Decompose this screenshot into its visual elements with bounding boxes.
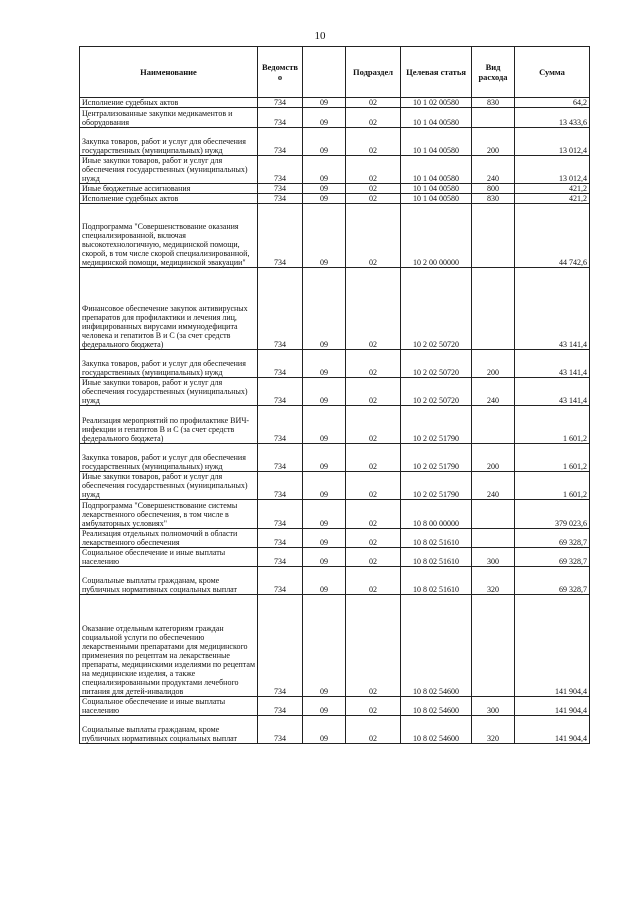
row-department: 734 bbox=[258, 268, 303, 350]
row-department: 734 bbox=[258, 204, 303, 268]
table-row bbox=[80, 406, 590, 444]
row-sum: 44 742,6 bbox=[515, 204, 590, 268]
row-department: 734 bbox=[258, 98, 303, 108]
row-name: Закупка товаров, работ и услуг для обеспечения государственных (муниципальных) нужд bbox=[80, 350, 258, 378]
budget-table bbox=[79, 46, 590, 744]
table-row bbox=[80, 194, 590, 204]
row-department: 734 bbox=[258, 716, 303, 744]
row-section: 09 bbox=[303, 567, 346, 595]
row-name: Реализация отдельных полномочий в области лекарственного обеспечения bbox=[80, 529, 258, 548]
row-sum: 1 601,2 bbox=[515, 444, 590, 472]
row-expense-type: 300 bbox=[472, 548, 515, 567]
row-target-article: 10 8 02 54600 bbox=[401, 697, 472, 716]
row-subsection: 02 bbox=[346, 128, 401, 156]
row-name: Оказание отдельным категориям граждан социальной услуги по обеспечению лекарственными препаратами для медицинского применения по рецептам на лекарственные препараты, медицинскими изделиями по рецептам на медицинские изделия, а также специализированными продуктами лечебного питания для детей-инвалидов bbox=[80, 595, 258, 697]
row-department: 734 bbox=[258, 472, 303, 500]
row-subsection: 02 bbox=[346, 108, 401, 128]
row-expense-type: 200 bbox=[472, 350, 515, 378]
row-subsection: 02 bbox=[346, 500, 401, 529]
row-subsection: 02 bbox=[346, 406, 401, 444]
row-name: Централизованные закупки медикаментов и оборудования bbox=[80, 108, 258, 128]
row-name: Социальное обеспечение и иные выплаты населению bbox=[80, 697, 258, 716]
row-section: 09 bbox=[303, 268, 346, 350]
row-sum: 379 023,6 bbox=[515, 500, 590, 529]
table-row bbox=[80, 567, 590, 595]
row-subsection: 02 bbox=[346, 98, 401, 108]
row-name: Исполнение судебных актов bbox=[80, 98, 258, 108]
table-row bbox=[80, 350, 590, 378]
row-sum: 141 904,4 bbox=[515, 595, 590, 697]
table-row bbox=[80, 268, 590, 350]
row-expense-type bbox=[472, 268, 515, 350]
row-sum: 69 328,7 bbox=[515, 529, 590, 548]
table-row bbox=[80, 697, 590, 716]
row-department: 734 bbox=[258, 108, 303, 128]
row-expense-type: 240 bbox=[472, 156, 515, 184]
row-department: 734 bbox=[258, 156, 303, 184]
row-section: 09 bbox=[303, 128, 346, 156]
row-department: 734 bbox=[258, 548, 303, 567]
table-row bbox=[80, 108, 590, 128]
row-target-article: 10 2 02 51790 bbox=[401, 406, 472, 444]
row-target-article: 10 8 02 54600 bbox=[401, 595, 472, 697]
row-section: 09 bbox=[303, 378, 346, 406]
row-department: 734 bbox=[258, 350, 303, 378]
row-subsection: 02 bbox=[346, 204, 401, 268]
row-name: Иные закупки товаров, работ и услуг для обеспечения государственных (муниципальных) нужд bbox=[80, 156, 258, 184]
row-section: 09 bbox=[303, 156, 346, 184]
row-expense-type: 240 bbox=[472, 378, 515, 406]
row-expense-type: 200 bbox=[472, 128, 515, 156]
row-target-article: 10 1 04 00580 bbox=[401, 156, 472, 184]
row-target-article: 10 1 04 00580 bbox=[401, 184, 472, 194]
row-target-article: 10 1 04 00580 bbox=[401, 194, 472, 204]
row-expense-type: 830 bbox=[472, 194, 515, 204]
table-row bbox=[80, 128, 590, 156]
row-department: 734 bbox=[258, 406, 303, 444]
row-department: 734 bbox=[258, 697, 303, 716]
row-target-article: 10 8 02 54600 bbox=[401, 716, 472, 744]
row-name: Социальное обеспечение и иные выплаты населению bbox=[80, 548, 258, 567]
row-sum: 13 012,4 bbox=[515, 156, 590, 184]
row-subsection: 02 bbox=[346, 595, 401, 697]
row-section: 09 bbox=[303, 204, 346, 268]
row-expense-type: 320 bbox=[472, 567, 515, 595]
table-row bbox=[80, 472, 590, 500]
row-name: Подпрограмма "Совершенствование оказания специализированной, включая высокотехнологичную, медицинской помощи, скорой, в том числе скорой специализированной, медицинской помощи, медицинской эвакуации" bbox=[80, 204, 258, 268]
row-section: 09 bbox=[303, 595, 346, 697]
row-section: 09 bbox=[303, 716, 346, 744]
table-row bbox=[80, 716, 590, 744]
row-department: 734 bbox=[258, 500, 303, 529]
row-target-article: 10 8 02 51610 bbox=[401, 548, 472, 567]
row-subsection: 02 bbox=[346, 184, 401, 194]
row-target-article: 10 8 00 00000 bbox=[401, 500, 472, 529]
table-row bbox=[80, 500, 590, 529]
row-sum: 1 601,2 bbox=[515, 472, 590, 500]
row-sum: 13 012,4 bbox=[515, 128, 590, 156]
page-number: 10 bbox=[314, 30, 326, 42]
row-name: Исполнение судебных актов bbox=[80, 194, 258, 204]
row-sum: 64,2 bbox=[515, 98, 590, 108]
row-expense-type bbox=[472, 406, 515, 444]
row-target-article: 10 2 02 50720 bbox=[401, 350, 472, 378]
row-expense-type: 300 bbox=[472, 697, 515, 716]
table-row bbox=[80, 548, 590, 567]
row-sum: 141 904,4 bbox=[515, 716, 590, 744]
row-name: Подпрограмма "Совершенствование системы лекарственного обеспечения, в том числе в амбулаторных условиях" bbox=[80, 500, 258, 529]
row-expense-type: 830 bbox=[472, 98, 515, 108]
row-expense-type bbox=[472, 595, 515, 697]
row-section: 09 bbox=[303, 472, 346, 500]
row-name: Закупка товаров, работ и услуг для обеспечения государственных (муниципальных) нужд bbox=[80, 444, 258, 472]
row-section: 09 bbox=[303, 406, 346, 444]
header-subsection: Подраздел bbox=[346, 47, 401, 98]
row-department: 734 bbox=[258, 378, 303, 406]
row-section: 09 bbox=[303, 98, 346, 108]
row-target-article: 10 2 02 50720 bbox=[401, 378, 472, 406]
row-sum: 421,2 bbox=[515, 184, 590, 194]
table-row bbox=[80, 184, 590, 194]
header-name: Наименование bbox=[80, 47, 258, 98]
header-sum: Сумма bbox=[515, 47, 590, 98]
row-subsection: 02 bbox=[346, 194, 401, 204]
row-section: 09 bbox=[303, 350, 346, 378]
row-target-article: 10 2 02 50720 bbox=[401, 268, 472, 350]
row-subsection: 02 bbox=[346, 472, 401, 500]
row-sum: 421,2 bbox=[515, 194, 590, 204]
row-department: 734 bbox=[258, 595, 303, 697]
row-subsection: 02 bbox=[346, 378, 401, 406]
row-section: 09 bbox=[303, 500, 346, 529]
row-name: Иные бюджетные ассигнования bbox=[80, 184, 258, 194]
row-sum: 69 328,7 bbox=[515, 548, 590, 567]
row-sum: 43 141,4 bbox=[515, 268, 590, 350]
row-target-article: 10 8 02 51610 bbox=[401, 567, 472, 595]
row-name: Финансовое обеспечение закупок антивирусных препаратов для профилактики и лечения лиц, инфицированных вирусами иммунодефицита человека и гепатитов В и С (за счет средств федерального бюджета) bbox=[80, 268, 258, 350]
row-section: 09 bbox=[303, 697, 346, 716]
row-expense-type: 240 bbox=[472, 472, 515, 500]
table-row bbox=[80, 595, 590, 697]
row-subsection: 02 bbox=[346, 716, 401, 744]
row-section: 09 bbox=[303, 184, 346, 194]
row-expense-type bbox=[472, 108, 515, 128]
row-target-article: 10 1 04 00580 bbox=[401, 128, 472, 156]
row-expense-type bbox=[472, 529, 515, 548]
row-subsection: 02 bbox=[346, 548, 401, 567]
row-subsection: 02 bbox=[346, 529, 401, 548]
row-sum: 69 328,7 bbox=[515, 567, 590, 595]
table-row bbox=[80, 98, 590, 108]
header-target-article: Целевая статья bbox=[401, 47, 472, 98]
row-name: Реализация мероприятий по профилактике ВИЧ-инфекции и гепатитов В и С (за счет средств федерального бюджета) bbox=[80, 406, 258, 444]
row-department: 734 bbox=[258, 444, 303, 472]
row-section: 09 bbox=[303, 108, 346, 128]
row-name: Иные закупки товаров, работ и услуг для обеспечения государственных (муниципальных) нужд bbox=[80, 378, 258, 406]
table-row bbox=[80, 529, 590, 548]
header-department: Ведомств о bbox=[258, 47, 303, 98]
table-row bbox=[80, 378, 590, 406]
row-department: 734 bbox=[258, 567, 303, 595]
row-name: Социальные выплаты гражданам, кроме публичных нормативных социальных выплат bbox=[80, 567, 258, 595]
row-section: 09 bbox=[303, 444, 346, 472]
row-name: Иные закупки товаров, работ и услуг для обеспечения государственных (муниципальных) нужд bbox=[80, 472, 258, 500]
row-target-article: 10 2 02 51790 bbox=[401, 444, 472, 472]
row-sum: 43 141,4 bbox=[515, 378, 590, 406]
row-target-article: 10 8 02 51610 bbox=[401, 529, 472, 548]
row-name: Закупка товаров, работ и услуг для обеспечения государственных (муниципальных) нужд bbox=[80, 128, 258, 156]
row-expense-type: 800 bbox=[472, 184, 515, 194]
row-department: 734 bbox=[258, 194, 303, 204]
row-target-article: 10 2 02 51790 bbox=[401, 472, 472, 500]
table-row bbox=[80, 444, 590, 472]
row-expense-type bbox=[472, 204, 515, 268]
row-department: 734 bbox=[258, 529, 303, 548]
row-sum: 1 601,2 bbox=[515, 406, 590, 444]
row-expense-type: 200 bbox=[472, 444, 515, 472]
row-subsection: 02 bbox=[346, 268, 401, 350]
row-subsection: 02 bbox=[346, 444, 401, 472]
row-section: 09 bbox=[303, 194, 346, 204]
row-department: 734 bbox=[258, 184, 303, 194]
row-sum: 141 904,4 bbox=[515, 697, 590, 716]
row-target-article: 10 1 02 00580 bbox=[401, 98, 472, 108]
row-expense-type bbox=[472, 500, 515, 529]
row-department: 734 bbox=[258, 128, 303, 156]
row-subsection: 02 bbox=[346, 350, 401, 378]
row-target-article: 10 2 00 00000 bbox=[401, 204, 472, 268]
row-sum: 43 141,4 bbox=[515, 350, 590, 378]
table-row bbox=[80, 156, 590, 184]
row-subsection: 02 bbox=[346, 567, 401, 595]
row-name: Социальные выплаты гражданам, кроме публичных нормативных социальных выплат bbox=[80, 716, 258, 744]
row-subsection: 02 bbox=[346, 697, 401, 716]
header-section bbox=[303, 47, 346, 98]
row-sum: 13 433,6 bbox=[515, 108, 590, 128]
row-subsection: 02 bbox=[346, 156, 401, 184]
row-section: 09 bbox=[303, 529, 346, 548]
table-header-row bbox=[80, 47, 590, 98]
row-target-article: 10 1 04 00580 bbox=[401, 108, 472, 128]
row-section: 09 bbox=[303, 548, 346, 567]
row-expense-type: 320 bbox=[472, 716, 515, 744]
header-expense-type: Вид расхода bbox=[472, 47, 515, 98]
table-row bbox=[80, 204, 590, 268]
